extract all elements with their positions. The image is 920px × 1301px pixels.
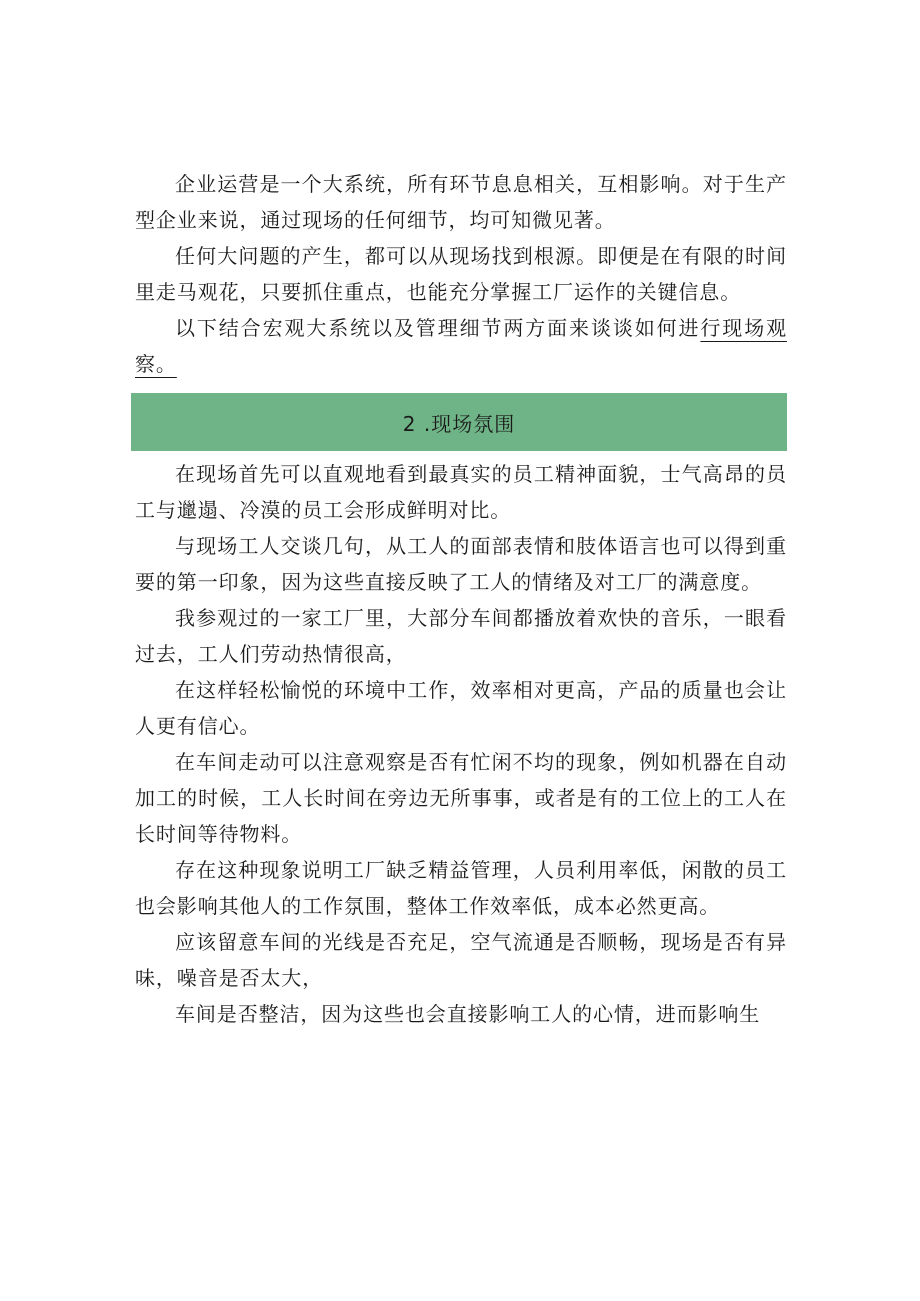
body-paragraph-6: 存在这种现象说明工厂缺乏精益管理，人员利用率低，闲散的员工也会影响其他人的工作氛围，整体工作效率低，成本必然更高。 (135, 858, 787, 918)
body-paragraph-1: 在现场首先可以直观地看到最真实的员工精神面貌，士气高昂的员工与邋遢、冷漠的员工会形成鲜明对比。 (135, 462, 787, 522)
intro-paragraph-3-underlined: 行现场观察。 (135, 316, 787, 376)
section-heading-bar (131, 393, 787, 451)
intro-paragraph-3-text: 以下结合宏观大系统以及管理细节两方面来谈谈如何进 (175, 316, 701, 340)
body-paragraph-7: 应该留意车间的光线是否充足，空气流通是否顺畅，现场是否有异味，噪音是否太大， (135, 930, 787, 990)
intro-paragraph-1: 企业运营是一个大系统，所有环节息息相关，互相影响。对于生产型企业来说，通过现场的任何细节，均可知微见著。 (135, 172, 787, 232)
body-paragraph-4: 在这样轻松愉悦的环境中工作，效率相对更高，产品的质量也会让人更有信心。 (135, 678, 787, 738)
body-paragraph-2: 与现场工人交谈几句，从工人的面部表情和肢体语言也可以得到重要的第一印象，因为这些直接反映了工人的情绪及对工厂的满意度。 (135, 534, 787, 594)
section-body (135, 456, 787, 1032)
section-heading: 2 .现场氛围 (402, 411, 516, 436)
intro-section (135, 166, 787, 382)
intro-paragraph-2: 任何大问题的产生，都可以从现场找到根源。即便是在有限的时间里走马观花，只要抓住重点，也能充分掌握工厂运作的关键信息。 (135, 244, 787, 304)
intro-paragraph-3 (135, 310, 787, 382)
body-paragraph-3: 我参观过的一家工厂里，大部分车间都播放着欢快的音乐，一眼看过去，工人们劳动热情很高， (135, 606, 787, 666)
body-paragraph-5: 在车间走动可以注意观察是否有忙闲不均的现象，例如机器在自动加工的时候，工人长时间在旁边无所事事，或者是有的工位上的工人在长时间等待物料。 (135, 750, 787, 846)
body-paragraph-8: 车间是否整洁，因为这些也会直接影响工人的心情，进而影响生 (175, 1002, 761, 1026)
